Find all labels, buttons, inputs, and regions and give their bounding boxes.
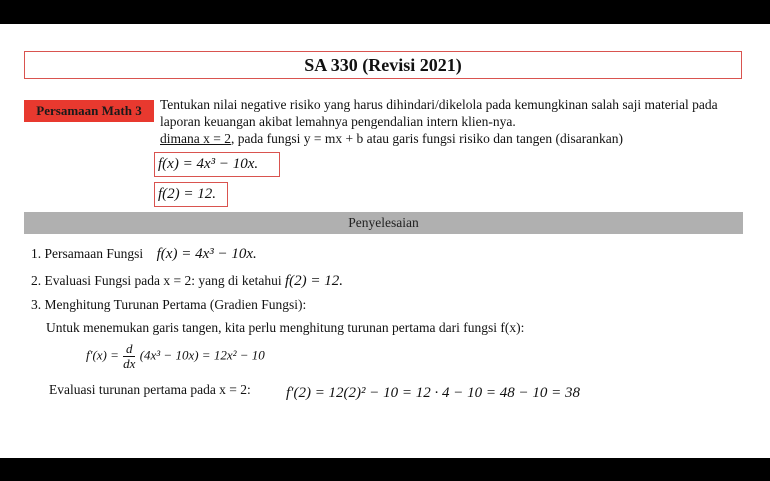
derivative-formula (86, 342, 265, 371)
problem-statement (160, 96, 740, 147)
problem-condition (160, 130, 740, 147)
evaluation-math: f′(2) = 12(2)² − 10 = 12 · 4 − 10 = 48 − 10 = 38 (286, 385, 581, 401)
step-1 (31, 245, 257, 263)
section-header-bar: Penyelesaian (24, 212, 743, 234)
problem-text: Tentukan nilai negative risiko yang harus dihindari/dikelola pada kemungkinan salah saji material pada laporan keuangan akibat lemahnya pengendalian intern klien-nya. (160, 97, 718, 129)
slide-title: SA 330 (Revisi 2021) (24, 51, 742, 79)
step-2-label: 2. Evaluasi Fungsi pada x = 2: yang di ketahui (31, 273, 282, 288)
function-value-box: f(2) = 12. (154, 182, 228, 207)
derivative-lhs: f′(x) = (86, 347, 119, 363)
condition-rest: , pada fungsi y = mx + b atau garis fungsi risiko dan tangen (disarankan) (230, 131, 623, 146)
step-2 (31, 272, 343, 290)
slide (0, 24, 770, 458)
evaluation-label: Evaluasi turunan pertama pada x = 2: (49, 382, 251, 397)
step-1-math: f(x) = 4x³ − 10x. (156, 246, 257, 262)
frac-numerator: d (123, 342, 135, 357)
step-2-math: f(2) = 12. (284, 273, 343, 289)
frac-denominator: dx (123, 356, 136, 371)
function-definition-box: f(x) = 4x³ − 10x. (154, 152, 280, 177)
step-3: 3. Menghitung Turunan Pertama (Gradien Fungsi): (31, 297, 307, 312)
derivative-fraction (123, 342, 135, 371)
derivative-rhs: (4x³ − 10x) = 12x² − 10 (139, 347, 265, 363)
section-badge: Persamaan Math 3 (24, 100, 154, 122)
derivative-intro: Untuk menemukan garis tangen, kita perlu menghitung turunan pertama dari fungsi f(x): (46, 320, 525, 335)
condition-underlined: dimana x = 2 (160, 131, 231, 146)
step-1-label: 1. Persamaan Fungsi (31, 246, 144, 261)
